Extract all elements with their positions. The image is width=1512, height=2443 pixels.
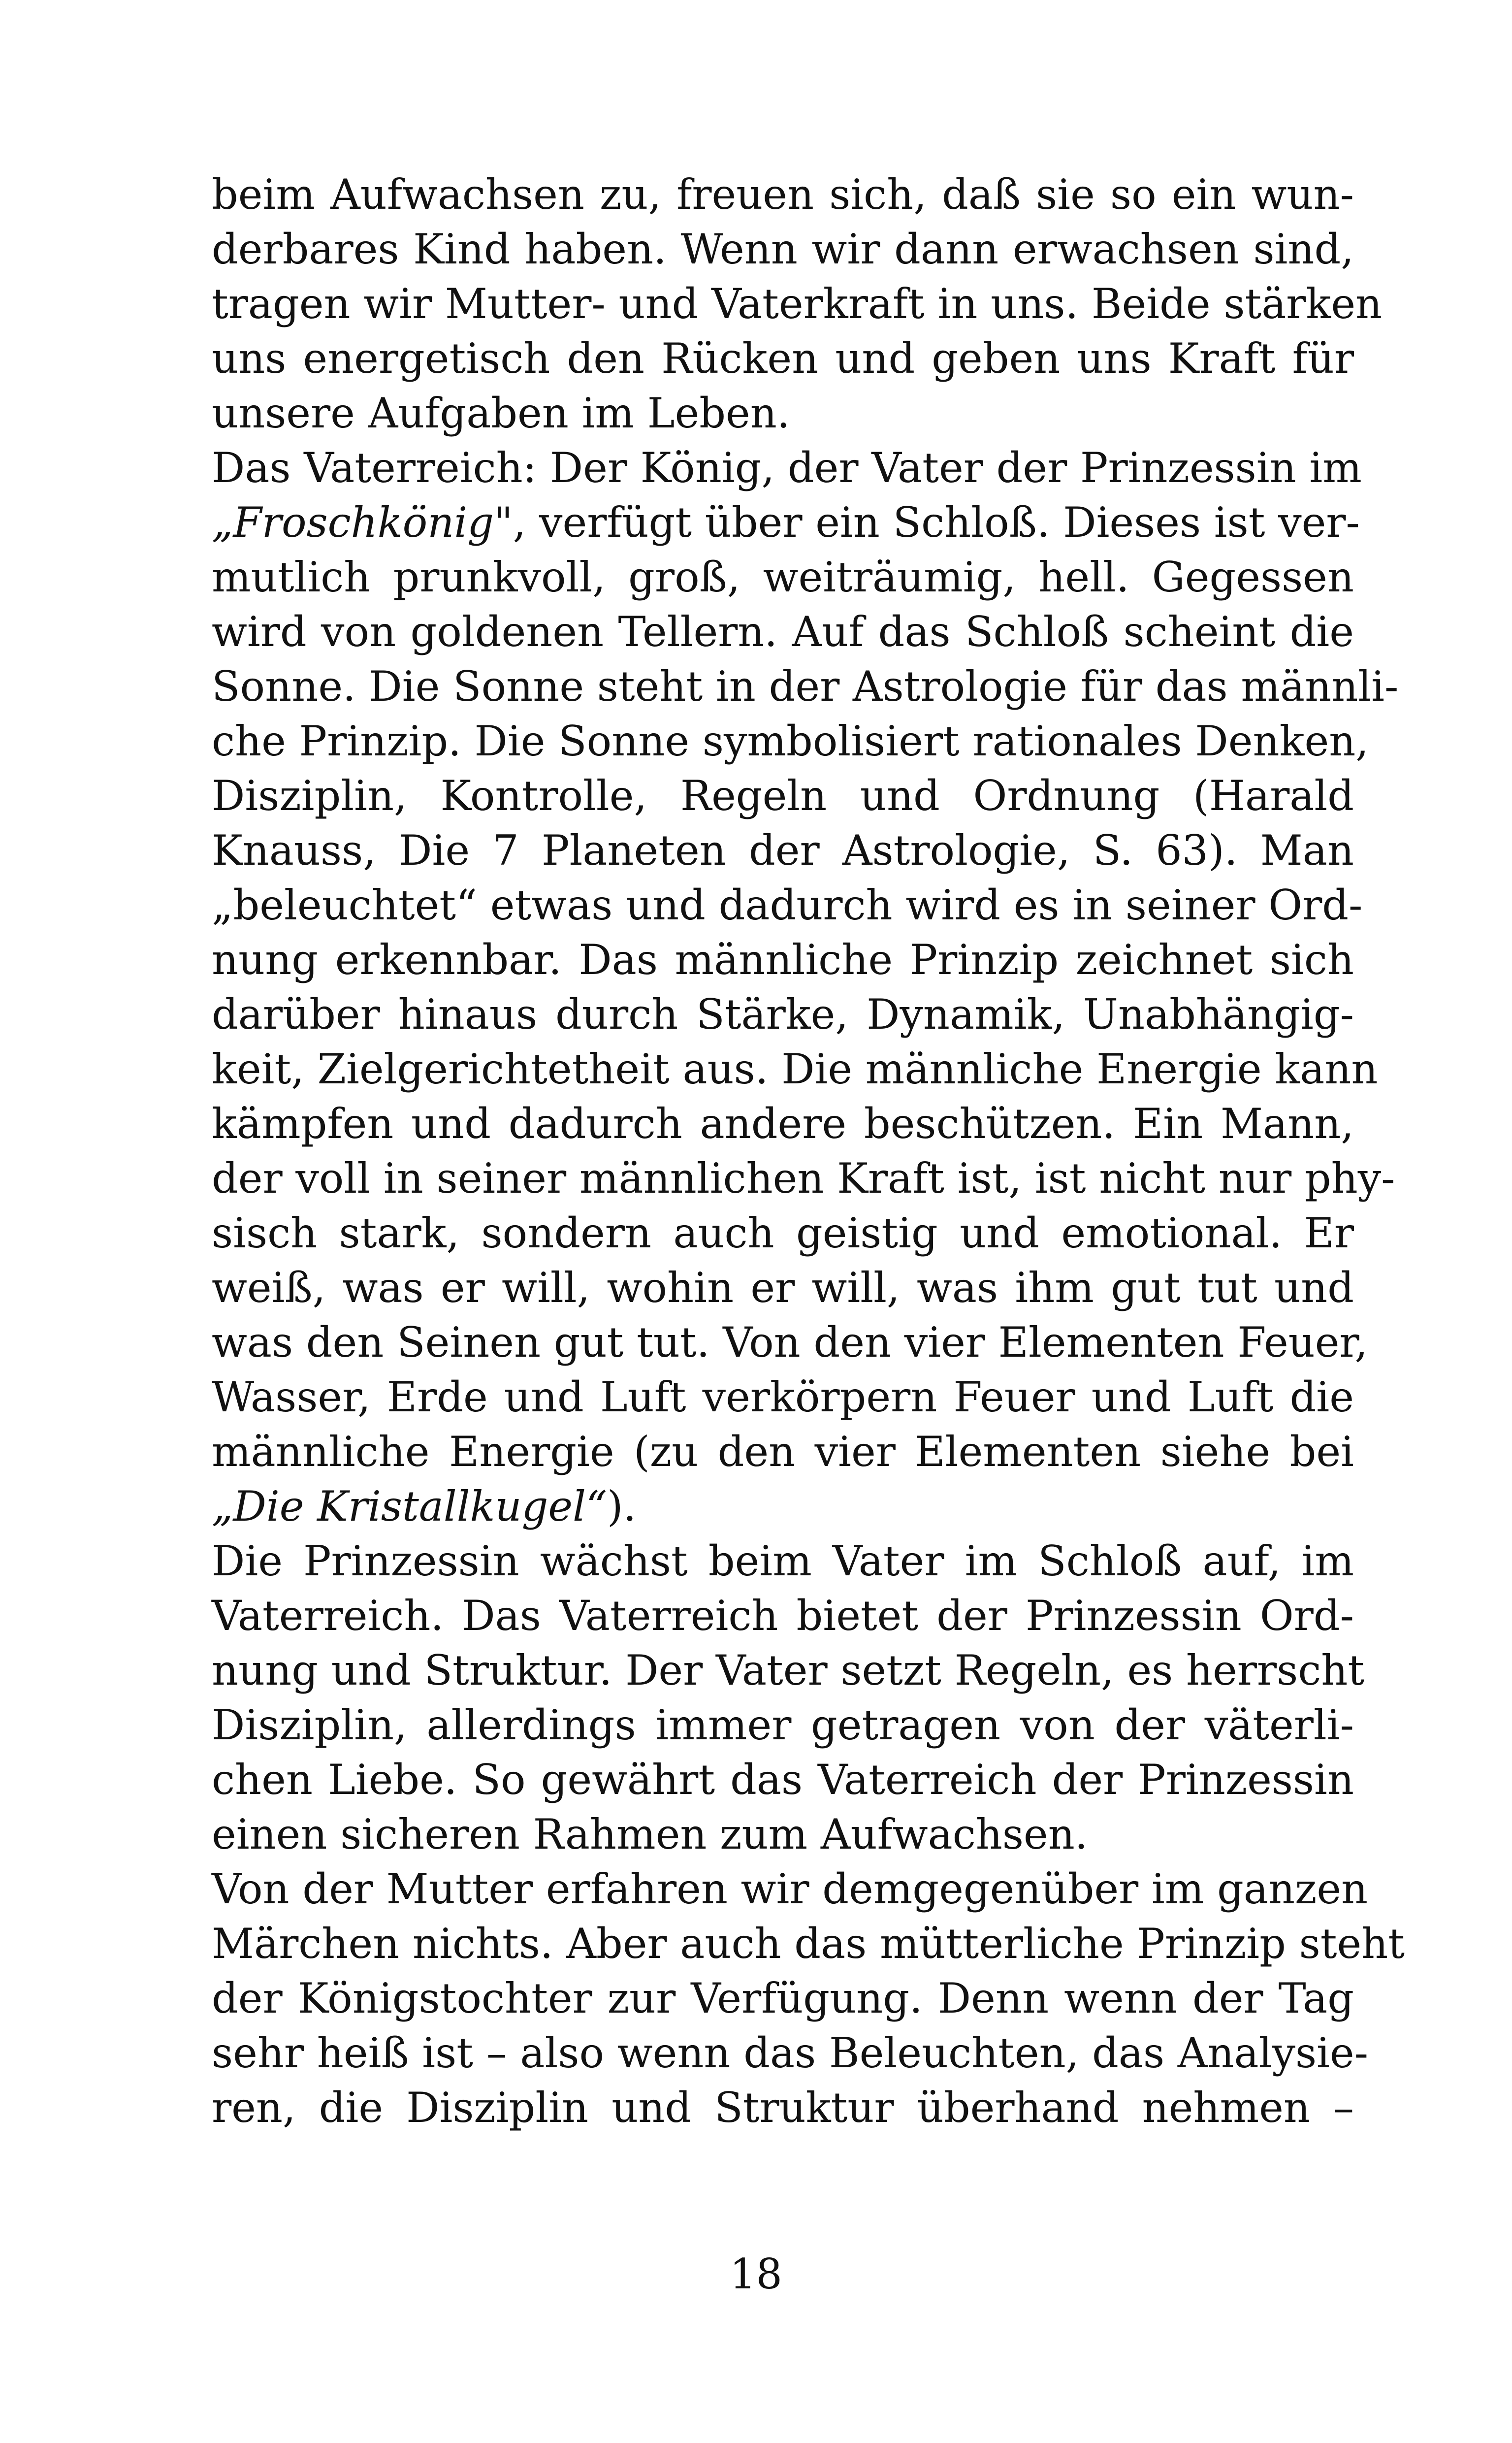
- text-line: [212, 1261, 1354, 1315]
- text-line: [212, 605, 1354, 659]
- text-line: [212, 1971, 1354, 2026]
- text-segment: nung erkennbar. Das männliche Prinzip zeichnet sich: [212, 936, 1354, 984]
- text-line: [212, 1753, 1354, 1807]
- text-line: [212, 386, 1354, 441]
- text-line: [212, 769, 1354, 823]
- text-segment: Vaterreich. Das Vaterreich bietet der Prinzessin Ord-: [212, 1592, 1354, 1640]
- text-line: [212, 222, 1354, 277]
- text-line: [212, 933, 1354, 987]
- text-line: [212, 1425, 1354, 1479]
- text-line: [212, 1698, 1354, 1753]
- text-line: [212, 1534, 1354, 1589]
- text-line: [212, 2081, 1354, 2135]
- text-segment: unsere Aufgaben im Leben.: [212, 389, 790, 437]
- text-line: [212, 1643, 1365, 1698]
- text-line: [212, 441, 1362, 495]
- text-line: [212, 1042, 1378, 1097]
- text-line: [212, 1917, 1405, 1971]
- text-line: [212, 1315, 1368, 1370]
- italic-title-text: „Die Kristallkugel“: [212, 1482, 607, 1531]
- text-segment: Disziplin, allerdings immer getragen von der väterli-: [212, 1701, 1354, 1749]
- text-segment: nung und Struktur. Der Vater setzt Regeln, es herrscht: [212, 1646, 1365, 1694]
- text-line: [212, 659, 1399, 714]
- text-line: [212, 1479, 1354, 1534]
- text-segment: mutlich prunkvoll, groß, weiträumig, hell. Gegessen: [212, 553, 1354, 601]
- text-line: [212, 1370, 1354, 1425]
- italic-title-text: „Froschkönig": [212, 498, 513, 547]
- text-segment: Das Vaterreich: Der König, der Vater der Prinzessin im: [212, 444, 1362, 492]
- text-segment: beim Aufwachsen zu, freuen sich, daß sie so ein wun-: [212, 170, 1354, 219]
- text-segment: der Königstochter zur Verfügung. Denn wenn der Tag: [212, 1974, 1354, 2022]
- text-segment: weiß, was er will, wohin er will, was ihm gut tut und: [212, 1264, 1354, 1312]
- text-line: [212, 714, 1369, 769]
- text-segment: ren, die Disziplin und Struktur überhand nehmen –: [212, 2084, 1354, 2132]
- text-segment: männliche Energie (zu den vier Elementen siehe bei: [212, 1428, 1354, 1476]
- text-segment: sehr heiß ist – also wenn das Beleuchten, das Analysie-: [212, 2029, 1369, 2077]
- text-segment: derbares Kind haben. Wenn wir dann erwachsen sind,: [212, 225, 1354, 273]
- text-segment: einen sicheren Rahmen zum Aufwachsen.: [212, 1810, 1088, 1858]
- text-segment: tragen wir Mutter- und Vaterkraft in uns. Beide stärken: [212, 280, 1383, 328]
- text-line: [212, 1206, 1354, 1261]
- text-segment: Wasser, Erde und Luft verkörpern Feuer und Luft die: [212, 1373, 1354, 1421]
- text-line: [212, 1097, 1354, 1151]
- text-segment: der voll in seiner männlichen Kraft ist, ist nicht nur phy-: [212, 1154, 1395, 1203]
- text-segment: was den Seinen gut tut. Von den vier Elementen Feuer,: [212, 1318, 1368, 1367]
- text-segment: chen Liebe. So gewährt das Vaterreich der Prinzessin: [212, 1756, 1354, 1804]
- text-segment: darüber hinaus durch Stärke, Dynamik, Unabhängig-: [212, 990, 1354, 1039]
- text-segment: Von der Mutter erfahren wir demgegenüber im ganzen: [212, 1865, 1368, 1913]
- body-text: [212, 167, 1405, 2135]
- text-line: [212, 277, 1383, 331]
- text-line: [212, 987, 1354, 1042]
- text-segment: „beleuchtet“ etwas und dadurch wird es in seiner Ord-: [212, 881, 1363, 929]
- text-segment: kämpfen und dadurch andere beschützen. Ein Mann,: [212, 1100, 1354, 1148]
- page-number: 18: [730, 2250, 782, 2298]
- text-segment: Die Prinzessin wächst beim Vater im Schloß auf, im: [212, 1537, 1354, 1585]
- text-segment: keit, Zielgerichtetheit aus. Die männliche Energie kann: [212, 1045, 1378, 1093]
- text-segment: Sonne. Die Sonne steht in der Astrologie für das männli-: [212, 662, 1399, 711]
- text-line: [212, 1807, 1354, 1862]
- text-line: [212, 495, 1360, 550]
- text-segment: , verfügt über ein Schloß. Dieses ist ver-: [513, 498, 1360, 547]
- text-line: [212, 1862, 1368, 1917]
- text-segment: wird von goldenen Tellern. Auf das Schloß scheint die: [212, 608, 1354, 656]
- text-line: [212, 1589, 1354, 1643]
- text-line: [212, 331, 1354, 386]
- text-segment: uns energetisch den Rücken und geben uns Kraft für: [212, 334, 1354, 383]
- text-segment: Disziplin, Kontrolle, Regeln und Ordnung (Harald: [212, 772, 1354, 820]
- text-line: [212, 1151, 1395, 1206]
- text-line: [212, 167, 1354, 222]
- text-segment: ).: [607, 1482, 637, 1531]
- text-line: [212, 823, 1354, 878]
- text-segment: che Prinzip. Die Sonne symbolisiert rationales Denken,: [212, 717, 1369, 765]
- text-line: [212, 550, 1354, 605]
- text-line: [212, 878, 1363, 933]
- text-line: [212, 2026, 1369, 2081]
- text-segment: sisch stark, sondern auch geistig und emotional. Er: [212, 1209, 1354, 1257]
- text-segment: Märchen nichts. Aber auch das mütterliche Prinzip steht: [212, 1920, 1405, 1968]
- text-segment: Knauss, Die 7 Planeten der Astrologie, S. 63). Man: [212, 826, 1354, 875]
